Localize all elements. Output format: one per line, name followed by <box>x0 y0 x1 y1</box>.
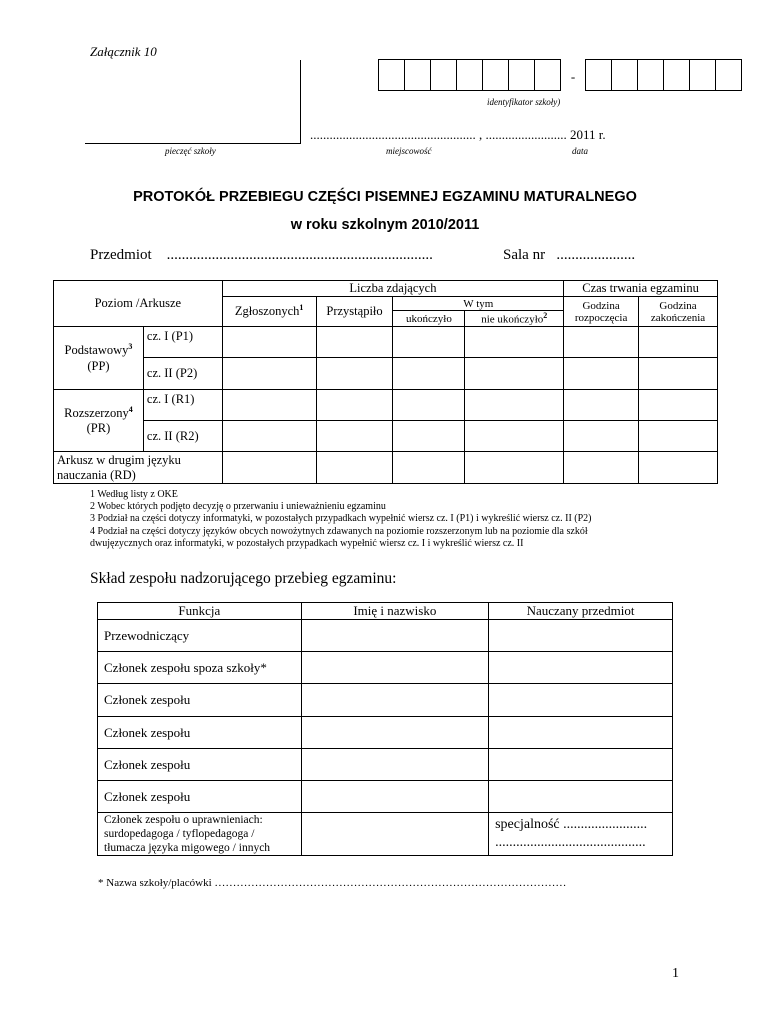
cell-input[interactable] <box>564 327 639 358</box>
footnotes <box>90 489 690 550</box>
specialty-field[interactable] <box>489 813 673 856</box>
cell-input[interactable] <box>465 452 564 484</box>
cell-input[interactable] <box>639 327 718 358</box>
cell-input[interactable] <box>301 781 489 813</box>
second-language-label: Arkusz w drugim języku nauczania (RD) <box>54 452 223 484</box>
part-label: cz. I (P1) <box>143 327 222 358</box>
cell-input[interactable] <box>393 358 465 390</box>
cell-input[interactable] <box>316 358 393 390</box>
cell-input[interactable] <box>316 327 393 358</box>
level-header: Poziom /Arkusze <box>54 281 223 327</box>
special-member-role: Członek zespołu o uprawnieniach: surdopedagoga / tyflopedagoga / tłumacza języka migowego / innych <box>98 813 302 856</box>
start-hour-header: Godzina rozpoczęcia <box>564 297 639 327</box>
footnote: 1 Według listy z OKE <box>90 489 178 500</box>
extended-level-label: Rozszerzony$^4$ (PR) <box>54 390 144 452</box>
attachment-label: Załącznik 10 <box>90 44 157 59</box>
including-header: W tym <box>393 297 564 311</box>
id-dash: - <box>570 69 576 84</box>
subject-label: Przedmiot <box>90 247 152 263</box>
cell-input[interactable] <box>639 358 718 390</box>
page-number: 1 <box>672 966 679 981</box>
cell-input[interactable] <box>489 717 673 749</box>
cell-input[interactable] <box>465 327 564 358</box>
cell-input[interactable] <box>489 749 673 781</box>
team-role: Członek zespołu <box>98 717 302 749</box>
footnote: dwujęzycznych oraz informatyki, w pozostałych przypadkach wypełnić wiersz cz. I i wykreślić wiersz cz. II <box>90 537 524 549</box>
specialty-dots[interactable]: ........................................... <box>495 835 646 850</box>
id-digit-box[interactable] <box>663 59 689 91</box>
cell-input[interactable] <box>639 421 718 452</box>
school-id-boxes[interactable] <box>378 59 742 91</box>
team-role: Przewodniczący <box>98 620 302 652</box>
team-role: Członek zespołu <box>98 749 302 781</box>
cell-input[interactable] <box>564 452 639 484</box>
part-label: cz. I (R1) <box>143 390 222 421</box>
cell-input[interactable] <box>301 717 489 749</box>
cell-input[interactable] <box>489 620 673 652</box>
stamp-area-border <box>300 60 301 144</box>
id-digit-box[interactable] <box>378 59 404 91</box>
cell-input[interactable] <box>301 684 489 717</box>
cell-input[interactable] <box>393 390 465 421</box>
cell-input[interactable] <box>222 421 316 452</box>
cell-input[interactable] <box>465 421 564 452</box>
id-digit-box[interactable] <box>430 59 456 91</box>
cell-input[interactable] <box>564 358 639 390</box>
id-digit-box[interactable] <box>456 59 482 91</box>
basic-level-label: Podstawowy$^3$ (PP) <box>54 327 144 390</box>
cell-input[interactable] <box>564 390 639 421</box>
cell-input[interactable] <box>465 390 564 421</box>
part-label: cz. II (R2) <box>143 421 222 452</box>
cell-input[interactable] <box>393 452 465 484</box>
id-digit-box[interactable] <box>689 59 715 91</box>
subject-field[interactable] <box>90 247 433 264</box>
team-table <box>97 602 673 856</box>
end-hour-header: Godzina zakończenia <box>639 297 718 327</box>
cell-input[interactable] <box>316 421 393 452</box>
exam-table <box>53 280 718 484</box>
cell-input[interactable] <box>222 327 316 358</box>
count-header: Liczba zdających <box>222 281 563 297</box>
room-label: Sala nr <box>503 247 546 263</box>
cell-input[interactable] <box>301 652 489 684</box>
finished-header: ukończyło <box>393 311 465 327</box>
team-title: Skład zespołu nadzorującego przebieg egzaminu: <box>90 570 397 587</box>
document-subtitle: w roku szkolnym 2010/2011 <box>290 217 480 233</box>
team-role: Członek zespołu <box>98 781 302 813</box>
id-digit-box[interactable] <box>508 59 534 91</box>
room-dots[interactable]: ..................... <box>556 247 636 263</box>
id-digit-box[interactable] <box>404 59 430 91</box>
cell-input[interactable] <box>639 390 718 421</box>
date-label: data <box>572 146 589 156</box>
duration-header: Czas trwania egzaminu <box>564 281 718 297</box>
place-date-field[interactable]: ................................................... , ......................... 2011 r. <box>310 127 606 142</box>
not-finished-header: nie ukończyło$^2$ <box>465 311 564 327</box>
function-header: Funkcja <box>98 603 302 620</box>
name-header: Imię i nazwisko <box>301 603 489 620</box>
subject-dots[interactable]: ....................................................................... <box>166 247 433 263</box>
id-digit-box[interactable] <box>585 59 611 91</box>
id-digit-box[interactable] <box>637 59 663 91</box>
team-role: Członek zespołu <box>98 684 302 717</box>
id-digit-box[interactable] <box>482 59 508 91</box>
cell-input[interactable] <box>222 390 316 421</box>
footnote: 2 Wobec których podjęto decyzję o przerwaniu i unieważnieniu egzaminu <box>90 501 386 513</box>
team-role: Członek zespołu spoza szkoły* <box>98 652 302 684</box>
cell-input[interactable] <box>465 358 564 390</box>
attended-header: Przystąpiło <box>316 297 393 327</box>
place-label: miejscowość <box>386 146 432 156</box>
part-label: cz. II (P2) <box>143 358 222 390</box>
cell-input[interactable] <box>222 452 316 484</box>
school-name-field[interactable]: * Nazwa szkoły/placówki …………………………………………………………………………………… <box>98 877 567 889</box>
id-digit-box[interactable] <box>715 59 742 91</box>
specialty-label: specjalność ........................ <box>495 817 648 832</box>
footnote: 4 Podział na części dotyczy języków obcych nowożytnych zdawanych na poziomie rozszerzonym lub na poziomie dla szkół <box>90 525 588 537</box>
document-title: PROTOKÓŁ PRZEBIEGU CZĘŚCI PISEMNEJ EGZAMINU MATURALNEGO <box>133 189 637 205</box>
id-digit-box[interactable] <box>611 59 637 91</box>
cell-input[interactable] <box>316 452 393 484</box>
cell-input[interactable] <box>393 327 465 358</box>
cell-input[interactable] <box>393 421 465 452</box>
room-field[interactable] <box>503 247 635 264</box>
school-id-label: identyfikator szkoły) <box>487 97 561 107</box>
cell-input[interactable] <box>564 421 639 452</box>
footnote: 3 Podział na części dotyczy informatyki, w pozostałych przypadkach wypełnić wiersz cz. I (P1) i wykreślić wiersz cz. II (P2) <box>90 513 592 525</box>
registered-header: Zgłoszonych$^1$ <box>222 297 316 327</box>
cell-input[interactable] <box>489 684 673 717</box>
cell-input[interactable] <box>222 358 316 390</box>
cell-input[interactable] <box>489 652 673 684</box>
cell-input[interactable] <box>301 813 489 856</box>
id-digit-box[interactable] <box>534 59 561 91</box>
cell-input[interactable] <box>489 781 673 813</box>
school-stamp-label: pieczęć szkoły <box>165 146 216 156</box>
cell-input[interactable] <box>639 452 718 484</box>
subject-header: Nauczany przedmiot <box>489 603 673 620</box>
cell-input[interactable] <box>316 390 393 421</box>
cell-input[interactable] <box>301 620 489 652</box>
cell-input[interactable] <box>301 749 489 781</box>
stamp-signature-line <box>85 143 301 144</box>
